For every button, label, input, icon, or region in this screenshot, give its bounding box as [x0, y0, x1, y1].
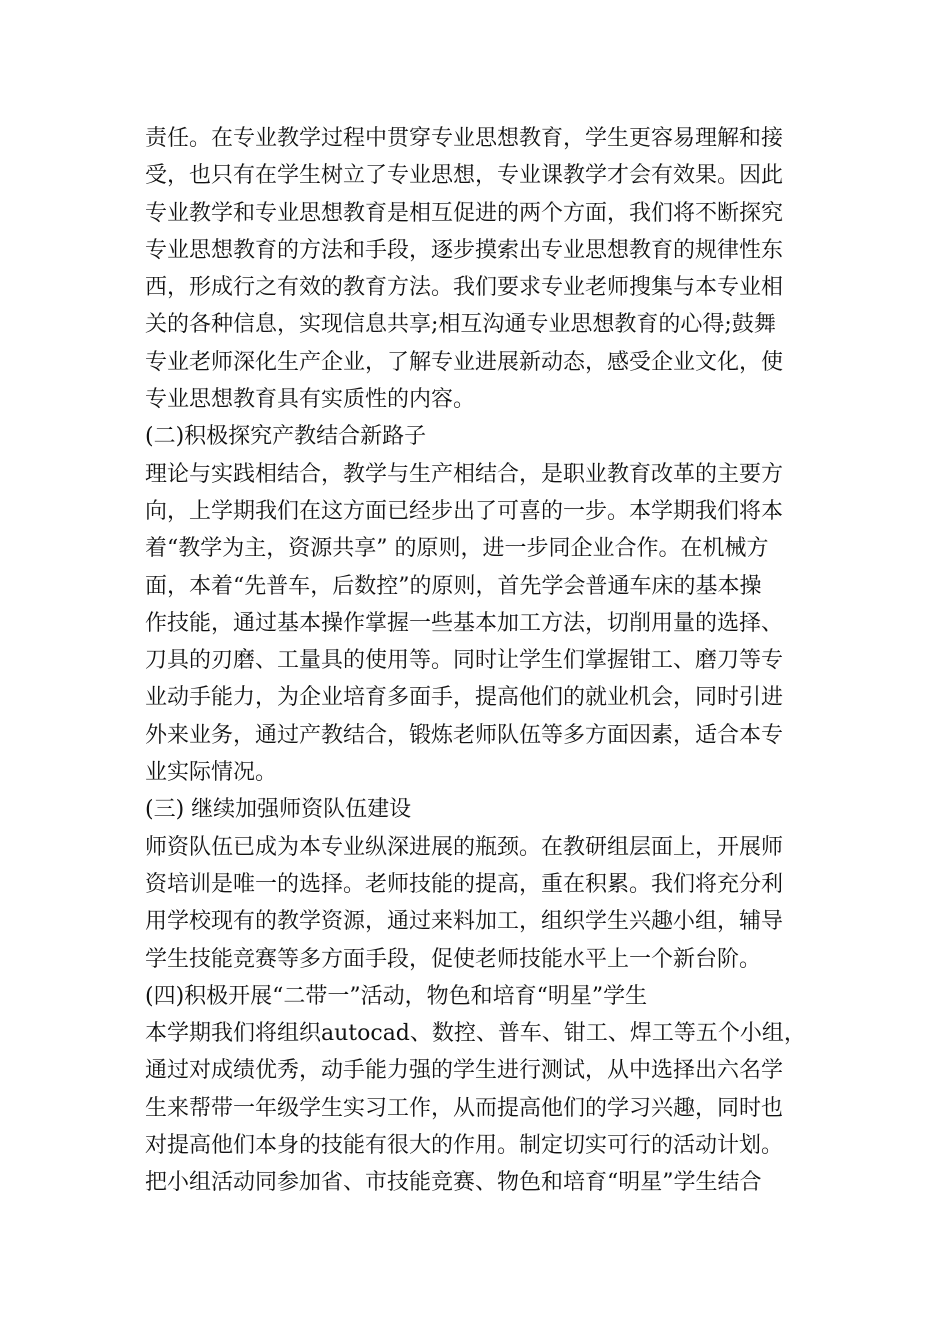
text-line: 外来业务，通过产教结合，锻炼老师队伍等多方面因素，适合本专 — [145, 722, 784, 748]
text-line: 通过对成绩优秀，动手能力强的学生进行测试，从中选择出六名学 — [145, 1058, 784, 1084]
text-line: 专业思想教育的方法和手段，逐步摸索出专业思想教育的规律性东 — [145, 237, 784, 263]
text-line: 着“教学为主，资源共享” 的原则，进一步同企业合作。在机械方 — [145, 536, 769, 562]
text-line: 关的各种信息，实现信息共享;相互沟通专业思想教育的心得;鼓舞 — [145, 312, 776, 338]
text-line: 师资队伍已成为本专业纵深进展的瓶颈。在教研组层面上，开展师 — [145, 834, 784, 860]
text-line: 责任。在专业教学过程中贯穿专业思想教育，学生更容易理解和接 — [145, 126, 784, 151]
text-line: 资培训是唯一的选择。老师技能的提高，重在积累。我们将充分利 — [145, 871, 784, 897]
text-line: 专业老师深化生产企业，了解专业进展新动态，感受企业文化，使 — [145, 349, 784, 375]
text-line: 向，上学期我们在这方面已经步出了可喜的一步。本学期我们将本 — [145, 498, 784, 524]
text-line: 专业思想教育具有实质性的内容。 — [145, 387, 476, 413]
text-line: 对提高他们本身的技能有很大的作用。制定切实可行的活动计划。 — [145, 1133, 784, 1159]
text-line: 刀具的刃磨、工量具的使用等。同时让学生们掌握钳工、磨刀等专 — [145, 648, 784, 674]
text-line: 作技能，通过基本操作掌握一些基本加工方法，切削用量的选择、 — [145, 610, 784, 636]
section-heading: (四)积极开展“二带一”活动，物色和培育“明星”学生 — [145, 983, 648, 1009]
text-line: 业实际情况。 — [145, 760, 278, 786]
text-line: 业动手能力，为企业培育多面手，提高他们的就业机会，同时引进 — [145, 685, 784, 711]
text-line: 本学期我们将组织autocad、数控、普车、钳工、焊工等五个小组， — [145, 1021, 806, 1047]
text-line: 生来帮带一年级学生实习工作，从而提高他们的学习兴趣，同时也 — [145, 1095, 784, 1121]
text-line: 西，形成行之有效的教育方法。我们要求专业老师搜集与本专业相 — [145, 275, 784, 301]
text-line: 专业教学和专业思想教育是相互促进的两个方面，我们将不断探究 — [145, 200, 784, 226]
text-line: 面，本着“先普车，后数控”的原则，首先学会普通车床的基本操 — [145, 573, 762, 599]
section-heading: (三) 继续加强师资队伍建设 — [145, 797, 412, 823]
text-line: 用学校现有的教学资源，通过来料加工，组织学生兴趣小组，辅导 — [145, 909, 784, 935]
text-line: 理论与实践相结合，教学与生产相结合，是职业教育改革的主要方 — [145, 461, 784, 487]
section-heading: (二)积极探究产教结合新路子 — [145, 424, 427, 450]
text-line: 受，也只有在学生树立了专业思想，专业课教学才会有效果。因此 — [145, 163, 784, 189]
body-text — [145, 120, 820, 1202]
text-line: 把小组活动同参加省、市技能竞赛、物色和培育“明星”学生结合 — [145, 1170, 762, 1196]
text-line: 学生技能竞赛等多方面手段，促使老师技能水平上一个新台阶。 — [145, 946, 762, 972]
